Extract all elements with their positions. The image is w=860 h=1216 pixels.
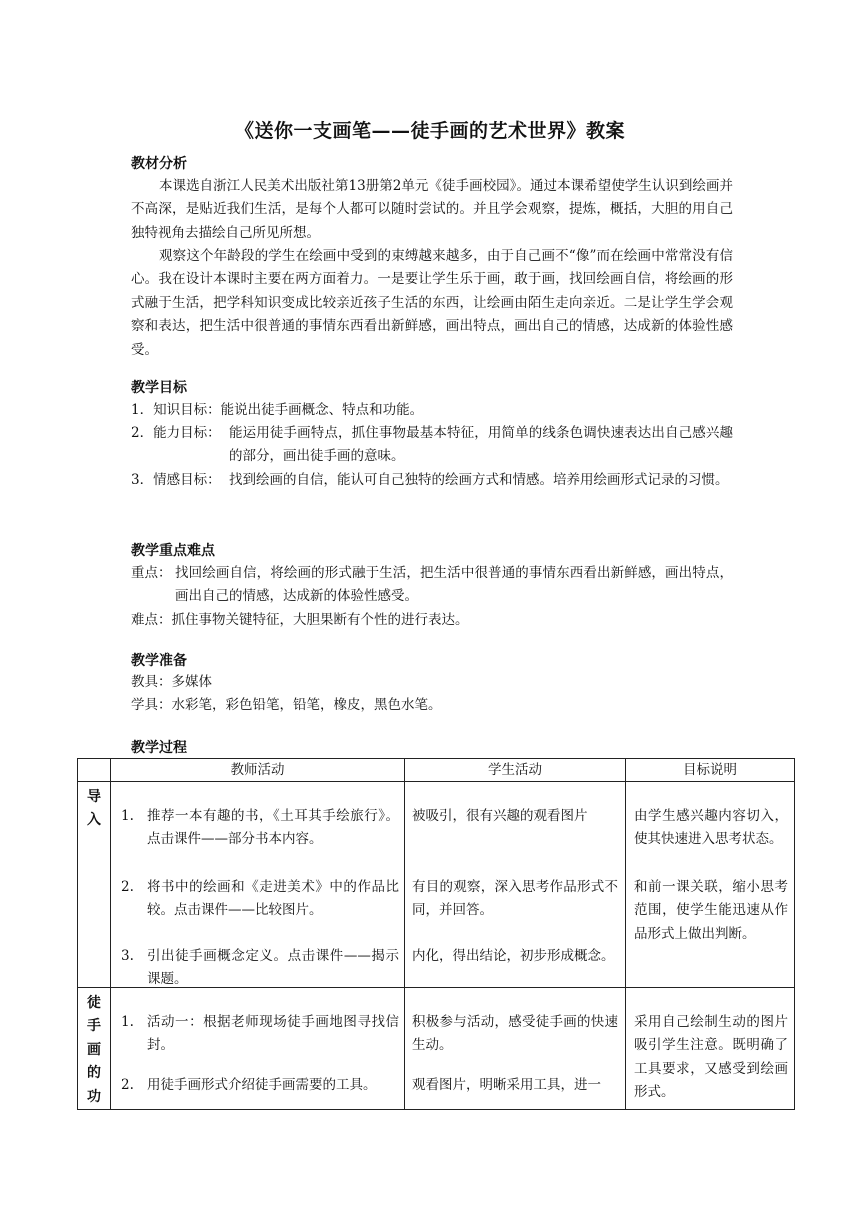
difficulty-item: [131, 609, 733, 632]
process-table: [77, 758, 795, 1110]
goal-item-label: 1．知识目标：: [131, 402, 221, 418]
goals-heading: 教学目标: [131, 380, 187, 396]
goal-item-3: [131, 469, 733, 492]
table-row: [78, 782, 795, 988]
goal-cell: [626, 782, 795, 988]
key-points-heading: 教学重点难点: [131, 543, 215, 559]
student-activity-cell: [405, 782, 626, 988]
list-item: 积极参与活动，感受徒手画的快速生动。: [412, 1014, 618, 1054]
list-item: 和前一课关联，缩小思考范围，使学生能迅速从作品形式上做出判断。: [634, 879, 788, 942]
header-cell-stage: [78, 759, 111, 782]
goal-item-text: 找到绘画的自信，能认可自己独特的绘画方式和情感。培养用绘画形式记录的习惯。: [229, 472, 729, 488]
goal-item-label: 3．情感目标：: [131, 472, 221, 488]
list-item: 由学生感兴趣内容切入，使其快速进入思考状态。: [634, 808, 788, 848]
table-row: [78, 988, 795, 1110]
key-point-item: [131, 562, 733, 609]
list-item: 2. 用徒手画形式介绍徒手画需要的工具。: [121, 1077, 377, 1093]
student-activity-cell: [405, 988, 626, 1110]
goal-cell: [626, 988, 795, 1110]
analysis-paragraph-2: 观察这个年龄段的学生在绘画中受到的束缚越来越多，由于自己画不“像”而在绘画中常常没有信心。我在设计本课时主要在两方面着力。一是要让学生乐于画，敢于画，找回绘画自信，将绘画的形式融于生活，把学科知识变成比较亲近孩子生活的东西，让绘画由陌生走向亲近。二是让学生学会观察和表达，把生活中很普通的事情东西看出新鲜感，画出特点，画出自己的情感，达成新的体验性感受。: [131, 248, 733, 358]
stage-cell: 徒手画的功: [78, 988, 111, 1110]
key-point-label: 重点：: [131, 565, 172, 581]
list-item: 3. 引出徒手画概念定义。点击课件——揭示课题。: [121, 948, 399, 988]
stage-cell: 导入: [78, 782, 111, 988]
teacher-activity-cell: [111, 782, 405, 988]
document-title: 《送你一支画笔——徒手画的艺术世界》教案: [234, 120, 625, 142]
header-cell-teacher: 教师活动: [111, 759, 405, 782]
key-point-text: 找回绘画自信，将绘画的形式融于生活，把生活中很普通的事情东西看出新鲜感，画出特点，画出自己的情感，达成新的体验性感受。: [175, 565, 733, 605]
header-cell-student: 学生活动: [405, 759, 626, 782]
teacher-activity-cell: [111, 988, 405, 1110]
header-cell-goal: 目标说明: [626, 759, 795, 782]
goal-item-label: 2．能力目标：: [131, 425, 221, 441]
list-item: 观看图片，明晰采用工具，进一: [412, 1077, 601, 1093]
list-item: 有目的观察，深入思考作品形式不同，并回答。: [412, 879, 618, 919]
list-item: 采用自己绘制生动的图片吸引学生注意。既明确了工具要求，又感受到绘画形式。: [634, 1014, 788, 1101]
list-item: 1. 推荐一本有趣的书，《土耳其手绘旅行》。点击课件——部分书本内容。: [121, 808, 399, 848]
goal-item-2: [131, 422, 733, 469]
process-heading: 教学过程: [131, 740, 187, 756]
list-item: 内化，得出结论，初步形成概念。: [412, 948, 615, 964]
difficulty-label: 难点：: [131, 612, 172, 628]
prep-student-tools: 学具：水彩笔，彩色铅笔，铅笔，橡皮，黑色水笔。: [131, 697, 442, 713]
list-item: 被吸引，很有兴趣的观看图片: [412, 808, 588, 824]
table-header-row: [78, 759, 795, 782]
difficulty-text: 抓住事物关键特征，大胆果断有个性的进行表达。: [171, 612, 469, 628]
analysis-heading: 教材分析: [131, 156, 187, 172]
prep-heading: 教学准备: [131, 653, 187, 669]
goal-item-text: 能说出徒手画概念、特点和功能。: [220, 402, 424, 418]
list-item: 2. 将书中的绘画和《走进美术》中的作品比较。点击课件——比较图片。: [121, 879, 399, 919]
goal-item-text: 能运用徒手画特点，抓住事物最基本特征，用简单的线条色调快速表达出自己感兴趣的部分，画出徒手画的意味。: [229, 425, 733, 465]
prep-teacher-tools: 教具：多媒体: [131, 674, 212, 690]
analysis-paragraph-1: 本课选自浙江人民美术出版社第13册第2单元《徒手画校园》。通过本课希望使学生认识到绘画并不高深，是贴近我们生活，是每个人都可以随时尝试的。并且学会观察，提炼，概括，大胆的用自己独特视角去描绘自己所见所想。: [131, 178, 733, 241]
list-item: 1. 活动一：根据老师现场徒手画地图寻找信封。: [121, 1014, 399, 1054]
goal-item-1: [131, 399, 733, 422]
